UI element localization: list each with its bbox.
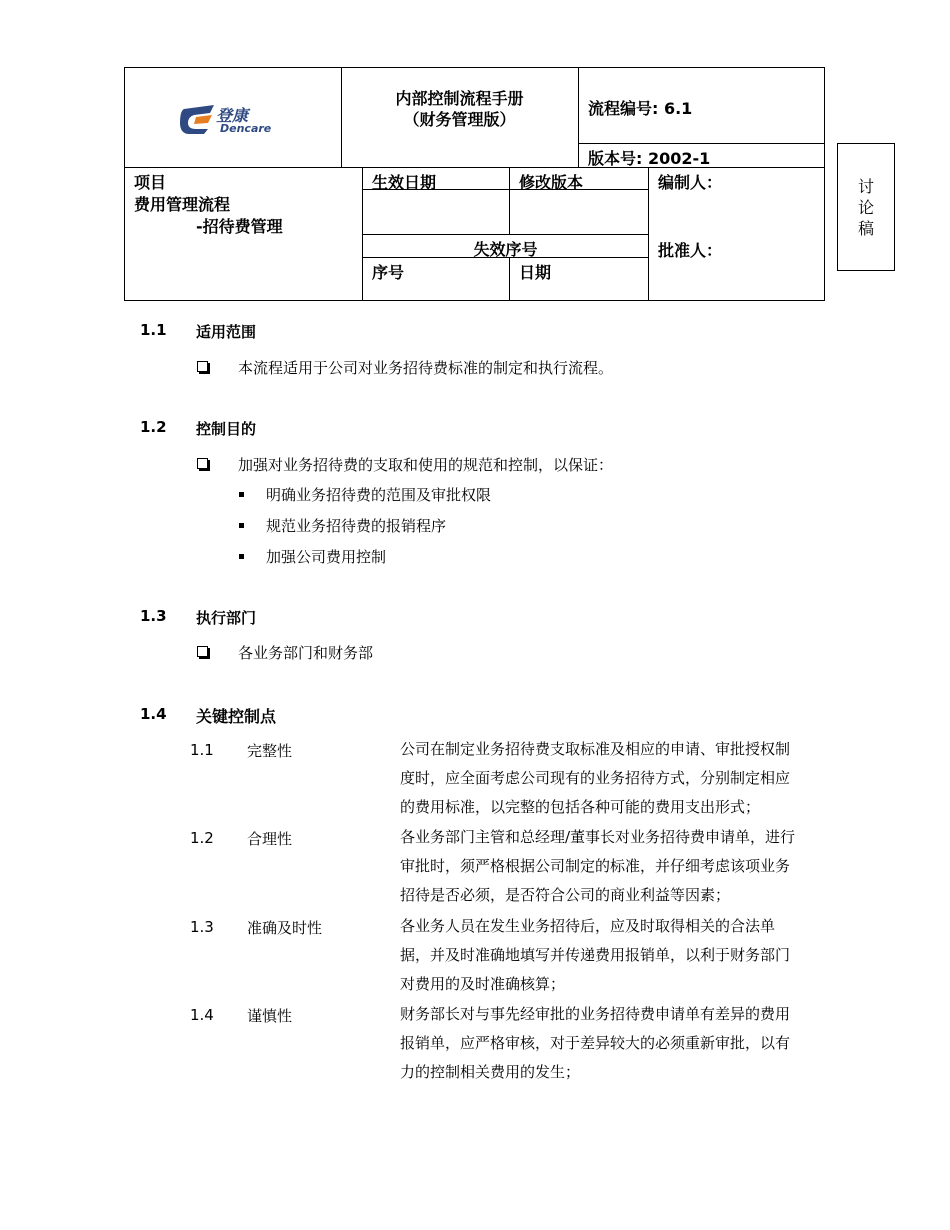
description-line: 的费用标准，以完整的包括各种可能的费用支出形式；: [400, 798, 761, 816]
section-title: 执行部门: [196, 609, 257, 627]
section-title: 关键控制点: [196, 707, 277, 726]
square-bullet-icon: [239, 554, 244, 559]
section-number: 1.4: [140, 705, 167, 723]
version-number: 版本号: 2002-1: [588, 149, 711, 168]
draft-note-char: 论: [857, 197, 874, 217]
effective-date-label: 生效日期: [372, 173, 437, 192]
checkbox-bullet-icon: [197, 361, 208, 372]
author-label: 编制人：: [658, 173, 723, 192]
bullet-item: 规范业务招待费的报销程序: [266, 517, 447, 535]
revision-label: 修改版本: [519, 173, 584, 192]
key-point-name: 完整性: [247, 742, 293, 760]
section-item: 加强对业务招待费的支取和使用的规范和控制，以保证：: [238, 456, 614, 474]
draft-note-char: 讨: [857, 176, 874, 196]
logo-mark-icon: [180, 103, 216, 135]
draft-note: [837, 143, 895, 271]
key-point-description: [400, 1000, 852, 1087]
key-point-name: 合理性: [247, 830, 293, 848]
logo-cn-text: 登康: [216, 106, 249, 125]
description-line: 各业务人员在发生业务招待后，应及时取得相关的合法单: [400, 917, 776, 935]
bullet-item: 明确业务招待费的范围及审批权限: [266, 486, 492, 504]
seq-label: 序号: [372, 263, 405, 282]
section-title: 控制目的: [196, 420, 257, 438]
project-name: 费用管理流程: [134, 195, 231, 214]
description-line: 对费用的及时准确核算；: [400, 975, 566, 993]
date-label: 日期: [519, 263, 552, 282]
description-line: 审批时，须严格根据公司制定的标准，并仔细考虑该项业务: [400, 857, 791, 875]
description-line: 报销单，应严格审核，对于差异较大的必须重新审批，以有: [400, 1034, 791, 1052]
description-line: 财务部长对与事先经审批的业务招待费申请单有差异的费用: [400, 1005, 791, 1023]
key-point-number: 1.2: [190, 829, 214, 847]
description-line: 各业务部门主管和总经理/董事长对业务招待费申请单，进行: [400, 828, 796, 846]
key-point-number: 1.1: [190, 741, 214, 759]
description-line: 力的控制相关费用的发生；: [400, 1063, 581, 1081]
project-label: 项目: [134, 173, 167, 192]
square-bullet-icon: [239, 523, 244, 528]
logo-en-text: Dencare: [220, 122, 272, 135]
manual-subtitle: （财务管理版）: [403, 110, 516, 129]
bullet-item: 加强公司费用控制: [266, 548, 387, 566]
key-point-number: 1.4: [190, 1006, 214, 1024]
section-title: 适用范围: [196, 323, 257, 341]
checkbox-bullet-icon: [197, 458, 208, 469]
description-line: 招待是否必须，是否符合公司的商业利益等因素；: [400, 886, 731, 904]
key-point-name: 准确及时性: [247, 919, 323, 937]
company-logo: [180, 103, 280, 137]
invalid-seq-label: 失效序号: [473, 240, 538, 259]
key-point-name: 谨慎性: [247, 1007, 293, 1025]
section-number: 1.1: [140, 321, 167, 339]
description-line: 度时，应全面考虑公司现有的业务招待方式，分别制定相应: [400, 769, 791, 787]
project-sub: -招待费管理: [196, 217, 283, 236]
section-item: 本流程适用于公司对业务招待费标准的制定和执行流程。: [238, 359, 614, 377]
approver-label: 批准人：: [658, 241, 723, 260]
checkbox-bullet-icon: [197, 646, 208, 657]
key-point-description: [400, 912, 852, 999]
section-item: 各业务部门和财务部: [238, 644, 374, 662]
key-point-description: [400, 823, 852, 910]
process-number: 流程编号: 6.1: [588, 99, 693, 118]
section-number: 1.3: [140, 607, 167, 625]
draft-note-char: 稿: [857, 218, 874, 238]
key-point-description: [400, 735, 852, 822]
square-bullet-icon: [239, 492, 244, 497]
key-point-number: 1.3: [190, 918, 214, 936]
description-line: 公司在制定业务招待费支取标准及相应的申请、审批授权制: [400, 740, 791, 758]
manual-title: 内部控制流程手册: [395, 89, 524, 108]
section-number: 1.2: [140, 418, 167, 436]
description-line: 据，并及时准确地填写并传递费用报销单，以利于财务部门: [400, 946, 791, 964]
